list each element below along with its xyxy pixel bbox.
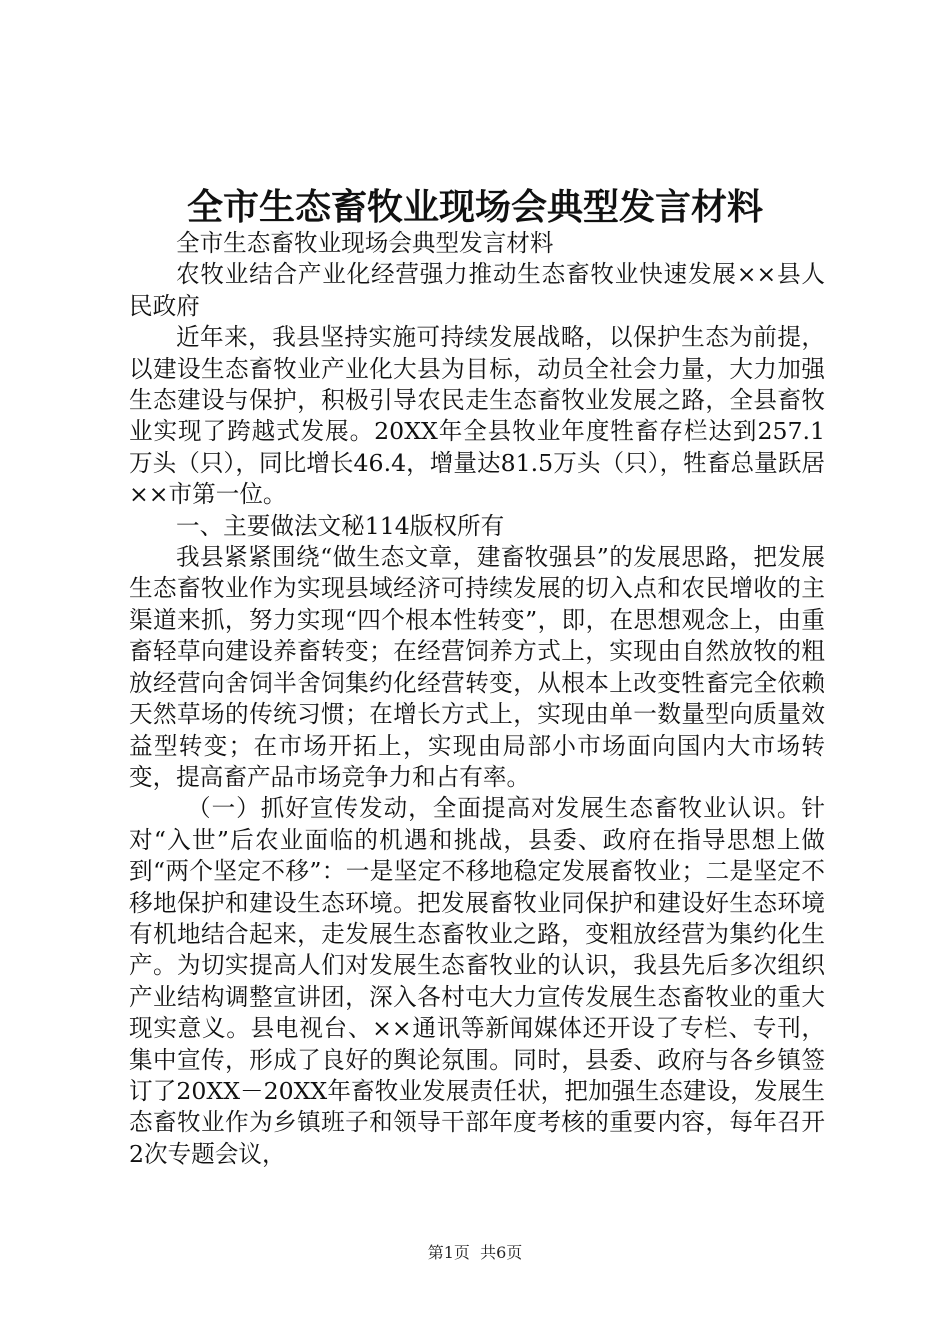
paragraph-intro: 近年来，我县坚持实施可持续发展战略，以保护生态为前提，以建设生态畜牧业产业化大县为目标，动员全社会力量，大力加强生态建设与保护，积极引导农民走生态畜牧业发展之路，全县畜牧业实现了跨越式发展。20XX年全县牧业年度牲畜存栏达到257.1万头（只），同比增长46.4，增量达81.5万头（只），牲畜总量跃居××市第一位。	[129, 323, 825, 509]
document-title: 全市生态畜牧业现场会典型发言材料	[186, 187, 763, 228]
section-heading: 一、主要做法文秘114版权所有	[176, 511, 505, 540]
page-number: 第1页	[427, 1243, 470, 1262]
page-total: 共6页	[480, 1243, 523, 1262]
document-body	[129, 228, 825, 1170]
page-footer	[0, 1242, 950, 1264]
paragraph-approach: 我县紧紧围绕“做生态文章，建畜牧强县”的发展思路，把发展生态畜牧业作为实现县域经济可持续发展的切入点和农民增收的主渠道来抓，努力实现“四个根本性转变”，即，在思想观念上，由重畜轻草向建设养畜转变；在经营饲养方式上，实现由自然放牧的粗放经营向舍饲半舍饲集约化经营转变，从根本上改变牲畜完全依赖天然草场的传统习惯；在增长方式上，实现由单一数量型向质量效益型转变；在市场开拓上，实现由局部小市场面向国内大市场转变，提高畜产品市场竞争力和占有率。	[129, 543, 825, 791]
paragraph-speaker: 农牧业结合产业化经营强力推动生态畜牧业快速发展××县人民政府	[129, 260, 825, 320]
paragraph-publicity: （一）抓好宣传发动，全面提高对发展生态畜牧业认识。针对“入世”后农业面临的机遇和挑战，县委、政府在指导思想上做到“两个坚定不移”：一是坚定不移地稳定发展畜牧业；二是坚定不移地保护和建设生态环境。把发展畜牧业同保护和建设好生态环境有机地结合起来，走发展生态畜牧业之路，变粗放经营为集约化生产。为切实提高人们对发展生态畜牧业的认识，我县先后多次组织产业结构调整宣讲团，深入各村屯大力宣传发展生态畜牧业的重大现实意义。县电视台、××通讯等新闻媒体还开设了专栏、专刊，集中宣传，形成了良好的舆论氛围。同时，县委、政府与各乡镇签订了20XX－20XX年畜牧业发展责任状，把加强生态建设，发展生态畜牧业作为乡镇班子和领导干部年度考核的重要内容，每年召开2次专题会议，	[129, 794, 825, 1168]
paragraph-subtitle: 全市生态畜牧业现场会典型发言材料	[176, 229, 554, 257]
